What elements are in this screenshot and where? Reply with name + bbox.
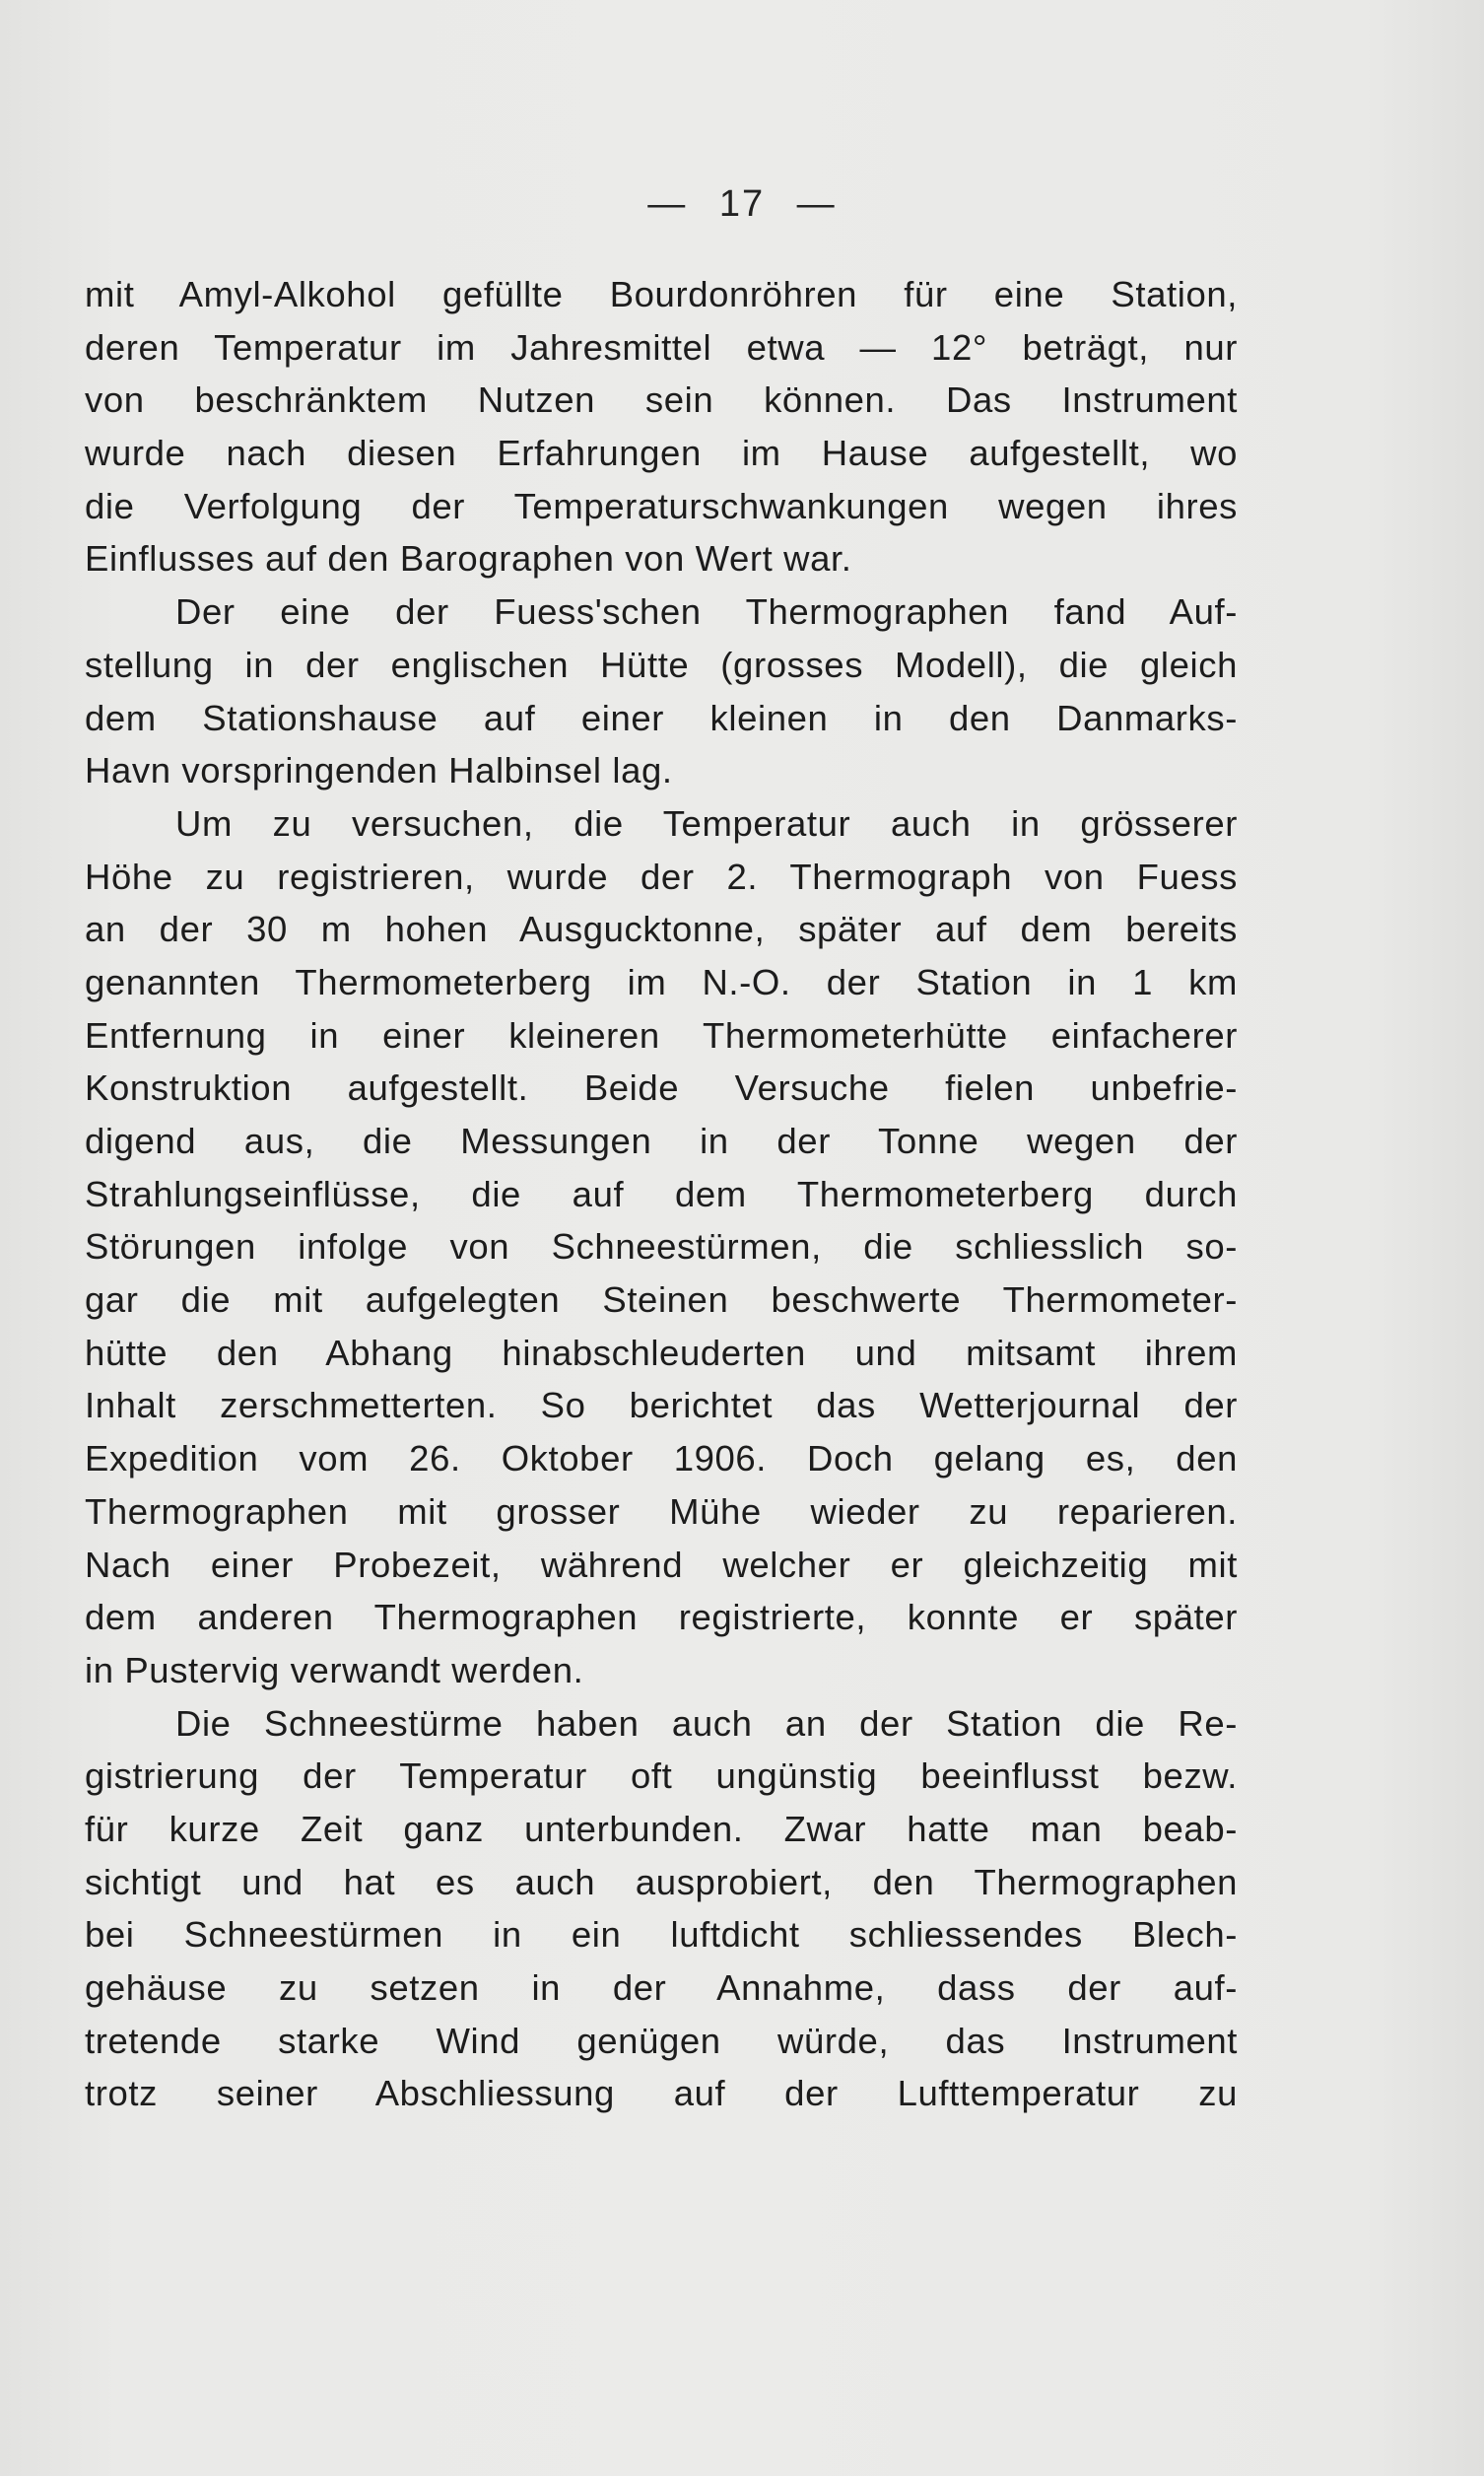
text-line: Expedition vom 26. Oktober 1906. Doch gelang es, den	[85, 1438, 1238, 1479]
text-line: Thermographen mit grosser Mühe wieder zu reparieren.	[85, 1490, 1238, 1532]
text-line: Entfernung in einer kleineren Thermometerhütte einfacherer	[85, 1014, 1238, 1056]
text-line: digend aus, die Messungen in der Tonne wegen der	[85, 1121, 1238, 1161]
text-line: trotz seiner Abschliessung auf der Lufttemperatur zu	[85, 2073, 1238, 2114]
text-line: Der eine der Fuess'schen Thermographen fand Auf-	[175, 591, 1238, 633]
text-line: gehäuse zu setzen in der Annahme, dass der auf-	[85, 1967, 1238, 2008]
text-line: Einflusses auf den Barographen von Wert war.	[85, 538, 852, 580]
text-line: Die Schneestürme haben auch an der Station die Re-	[175, 1702, 1238, 1744]
text-line: Inhalt zerschmetterten. So berichtet das Wetterjournal der	[85, 1385, 1238, 1426]
text-line: in Pustervig verwandt werden.	[85, 1649, 584, 1690]
text-line: deren Temperatur im Jahresmittel etwa — 12° beträgt, nur	[85, 326, 1238, 368]
paragraph-3	[85, 797, 1238, 1697]
text-line: Um zu versuchen, die Temperatur auch in grösserer	[175, 802, 1238, 844]
text-line: dem anderen Thermographen registrierte, konnte er später	[85, 1597, 1238, 1638]
text-line: stellung in der englischen Hütte (grosses Modell), die gleich	[85, 644, 1238, 685]
text-line: Konstruktion aufgestellt. Beide Versuche fielen unbefrie-	[85, 1067, 1238, 1109]
text-line: sichtigt und hat es auch ausprobiert, den Thermographen	[85, 1861, 1238, 1902]
text-line: für kurze Zeit ganz unterbunden. Zwar hatte man beab-	[85, 1808, 1238, 1849]
text-line: gar die mit aufgelegten Steinen beschwerte Thermometer-	[85, 1279, 1238, 1321]
text-line: bei Schneestürmen in ein luftdicht schliessendes Blech-	[85, 1914, 1238, 1956]
text-line: Havn vorspringenden Halbinsel lag.	[85, 750, 673, 791]
paragraph-4	[85, 1697, 1238, 2121]
text-line: mit Amyl-Alkohol gefüllte Bourdonröhren für eine Station,	[85, 274, 1238, 314]
text-line: Nach einer Probezeit, während welcher er gleichzeitig mit	[85, 1544, 1238, 1585]
paragraph-1	[85, 268, 1238, 585]
text-line: hütte den Abhang hinabschleuderten und mitsamt ihrem	[85, 1332, 1238, 1373]
text-line: von beschränktem Nutzen sein können. Das Instrument	[85, 379, 1238, 421]
page-number: — 17 —	[647, 183, 837, 225]
text-line: Störungen infolge von Schneestürmen, die schliesslich so-	[85, 1226, 1238, 1268]
text-line: Strahlungseinflüsse, die auf dem Thermometerberg durch	[85, 1173, 1238, 1214]
text-line: die Verfolgung der Temperaturschwankungen wegen ihres	[85, 485, 1238, 526]
text-line: tretende starke Wind genügen würde, das Instrument	[85, 2020, 1238, 2061]
text-line: Höhe zu registrieren, wurde der 2. Thermograph von Fuess	[85, 856, 1238, 897]
text-line: genannten Thermometerberg im N.-O. der Station in 1 km	[85, 961, 1238, 1002]
paragraph-2	[85, 585, 1238, 797]
text-line: dem Stationshause auf einer kleinen in den Danmarks-	[85, 697, 1238, 738]
body-text	[85, 268, 1238, 2120]
text-line: gistrierung der Temperatur oft ungünstig beeinflusst bezw.	[85, 1755, 1238, 1797]
text-line: wurde nach diesen Erfahrungen im Hause aufgestellt, wo	[85, 433, 1238, 474]
text-line: an der 30 m hohen Ausgucktonne, später auf dem bereits	[85, 909, 1238, 950]
